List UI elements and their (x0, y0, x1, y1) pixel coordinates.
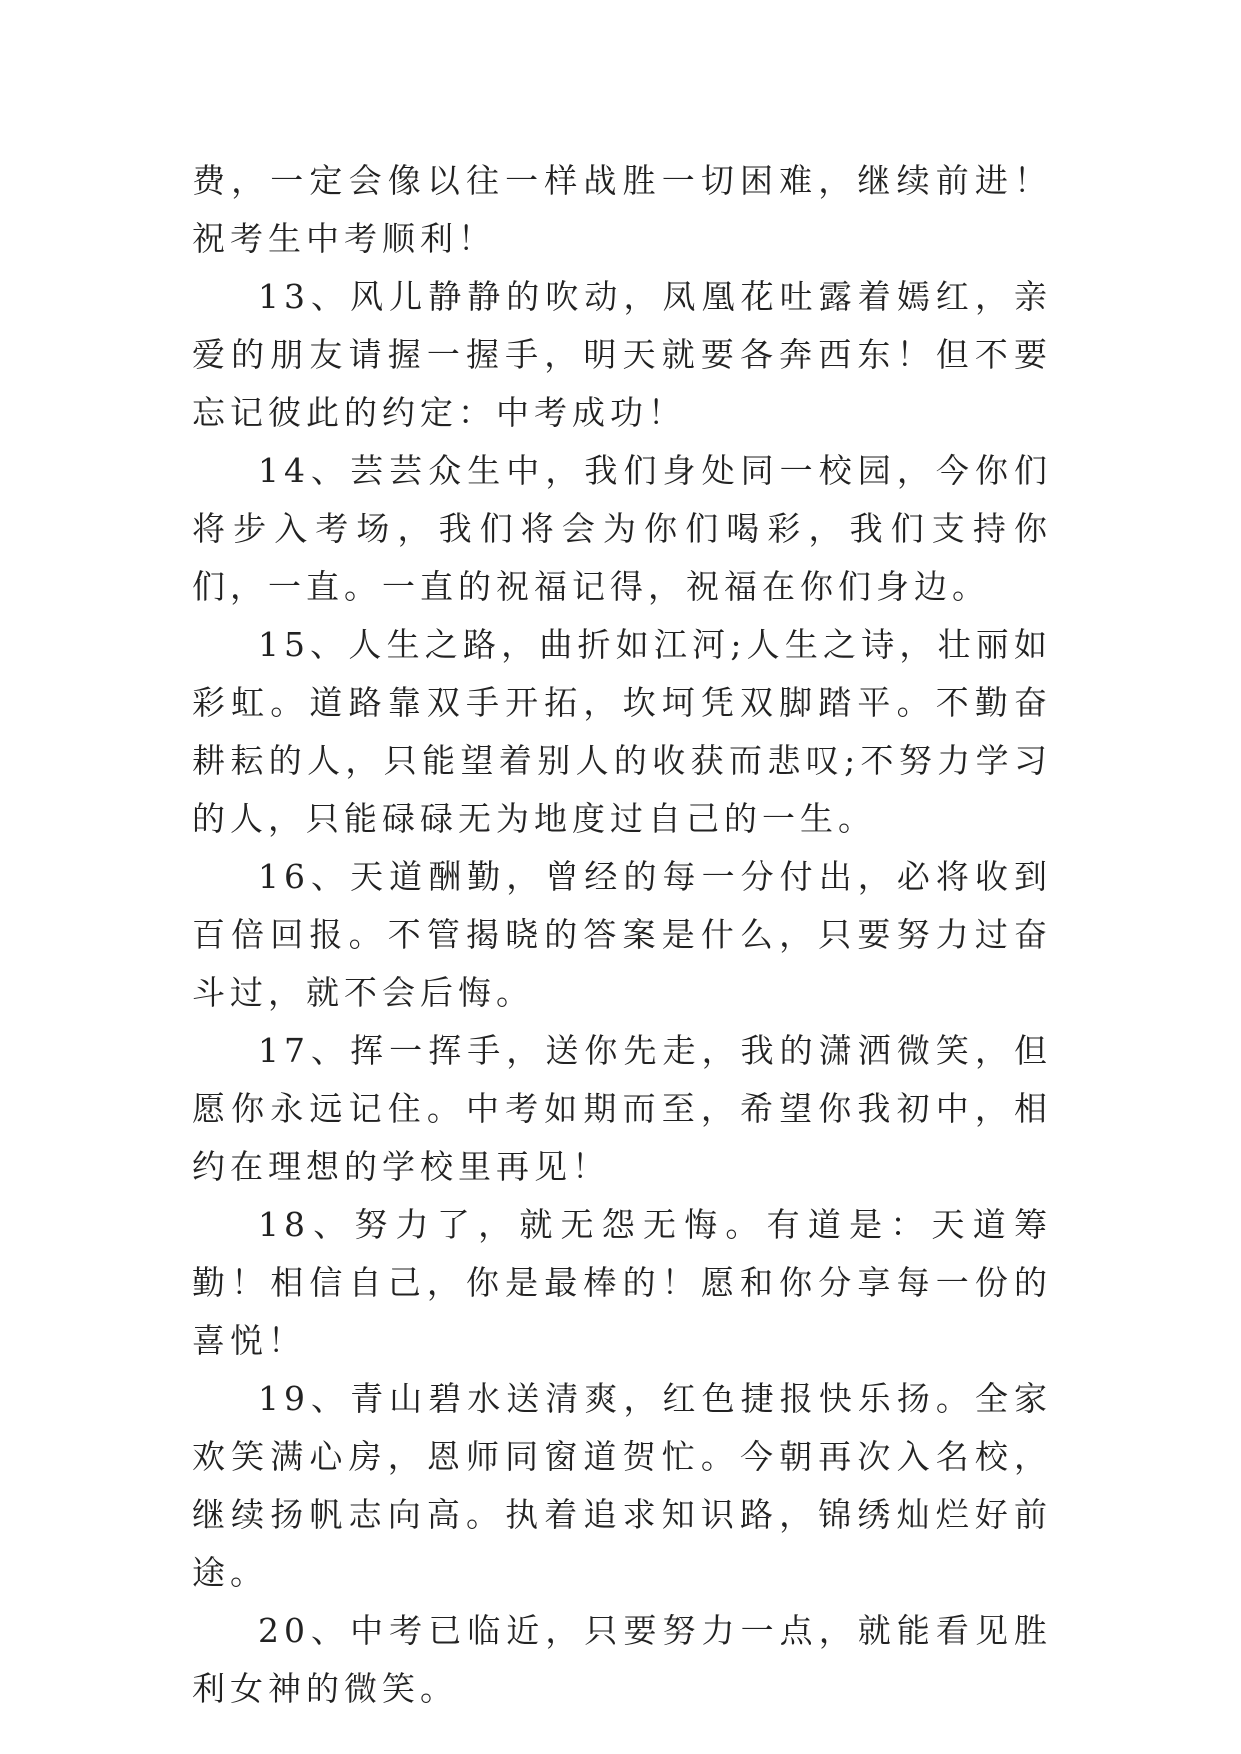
paragraph-17: 17、挥一挥手，送你先走，我的潇洒微笑，但愿你永远记住。中考如期而至，希望你我初中，相约在理想的学校里再见！ (192, 1031, 1052, 1186)
paragraph-14: 14、芸芸众生中，我们身处同一校园，今你们将步入考场，我们将会为你们喝彩，我们支持你们，一直。一直的祝福记得，祝福在你们身边。 (192, 451, 1052, 606)
paragraph-13: 13、风儿静静的吹动，凤凰花吐露着嫣红，亲爱的朋友请握一握手，明天就要各奔西东！但不要忘记彼此的约定：中考成功！ (192, 277, 1052, 432)
paragraph-16: 16、天道酬勤，曾经的每一分付出，必将收到百倍回报。不管揭晓的答案是什么，只要努力过奋斗过，就不会后悔。 (192, 857, 1052, 1012)
paragraph-19: 19、青山碧水送清爽，红色捷报快乐扬。全家欢笑满心房，恩师同窗道贺忙。今朝再次入名校，继续扬帆志向高。执着追求知识路，锦绣灿烂好前途。 (192, 1379, 1052, 1592)
paragraph-continuation: 费，一定会像以往一样战胜一切困难，继续前进！祝考生中考顺利！ (192, 161, 1052, 258)
paragraph-15: 15、人生之路，曲折如江河;人生之诗，壮丽如彩虹。道路靠双手开拓，坎坷凭双脚踏平。不勤奋耕耘的人，只能望着别人的收获而悲叹;不努力学习的人，只能碌碌无为地度过自己的一生。 (192, 625, 1052, 838)
paragraph-20: 20、中考已临近，只要努力一点，就能看见胜利女神的微笑。 (192, 1611, 1052, 1708)
paragraph-18: 18、努力了，就无怨无悔。有道是：天道筹勤！相信自己，你是最棒的！愿和你分享每一份的喜悦！ (192, 1205, 1052, 1360)
document-body (192, 152, 1052, 1718)
